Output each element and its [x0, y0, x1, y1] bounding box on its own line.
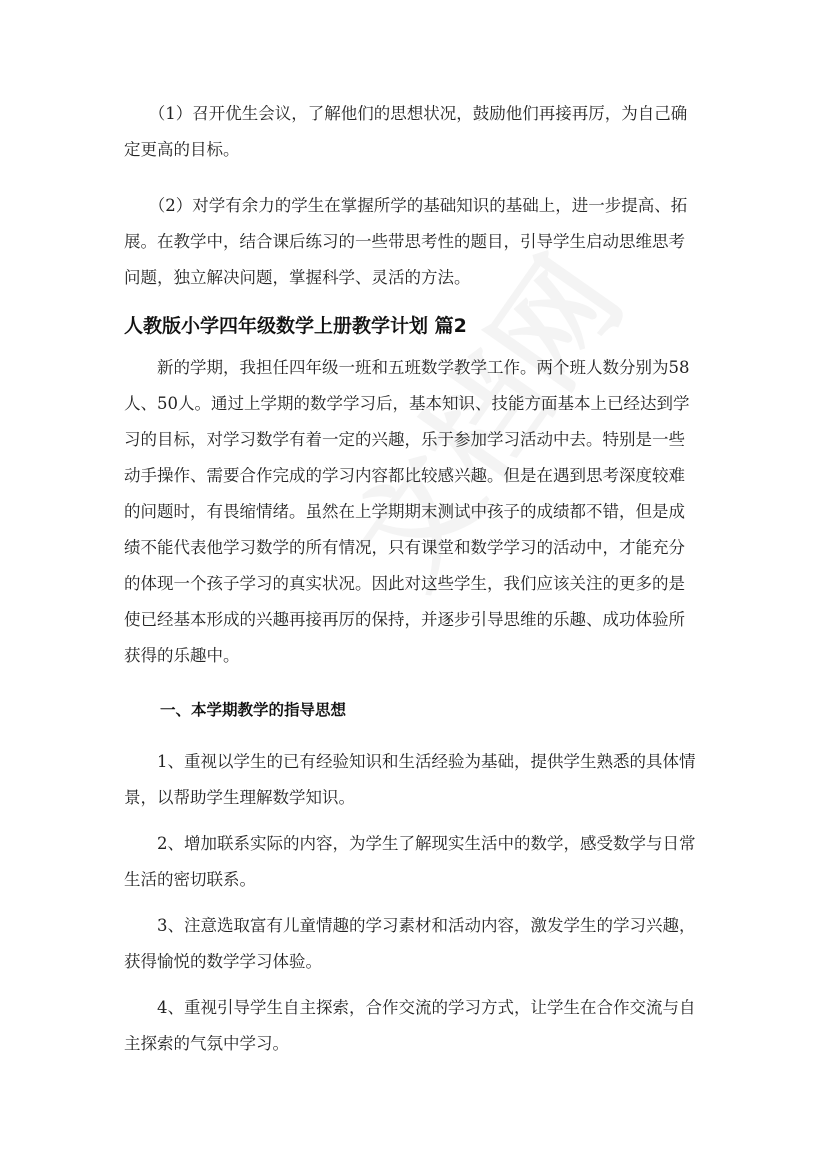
watermark: [273, 1090, 387, 1170]
text-line: 展。在教学中，结合课后练习的一些带思考性的题目，引导学生启动思维思考: [124, 232, 685, 251]
text-line: 的体现一个孩子学习的真实状况。因此对这些学生，我们应该关注的更多的是: [124, 574, 685, 593]
list-item: [124, 990, 714, 1062]
paragraph-2: [124, 188, 714, 296]
text-line: 动手操作、需要合作完成的学习内容都比较感兴趣。但是在遇到思考深度较难: [124, 466, 685, 485]
section-heading: 人教版小学四年级数学上册教学计划 篇2: [124, 315, 467, 337]
text-line: 定更高的目标。: [124, 140, 240, 159]
text-line: 绩不能代表他学习数学的所有情况，只有课堂和数学学习的活动中，才能充分: [124, 538, 685, 557]
subsection-heading: 一、本学期教学的指导思想: [160, 701, 347, 719]
text-line: 新的学期，我担任四年级一班和五班数学教学工作。两个班人数分别为58: [124, 358, 690, 377]
text-line: 人、50人。通过上学期的数学学习后，基本知识、技能方面基本上已经达到学: [124, 394, 690, 413]
text-line: 的问题时，有畏缩情绪。虽然在上学期期末测试中孩子的成绩都不错，但是成: [124, 502, 685, 521]
text-line: （1）召开优生会议，了解他们的思想状况，鼓励他们再接再厉，为自己确: [124, 104, 688, 123]
text-line: 问题，独立解决问题，掌握科学、灵活的方法。: [124, 268, 471, 287]
text-line: 3、注意选取富有儿童情趣的学习素材和活动内容，激发学生的学习兴趣，: [124, 916, 696, 935]
text-line: 生活的密切联系。: [124, 870, 256, 889]
list-item: [124, 908, 714, 980]
text-line: 4、重视引导学生自主探索，合作交流的学习方式，让学生在合作交流与自: [124, 998, 696, 1017]
section-body: [124, 350, 714, 674]
text-line: 景，以帮助学生理解数学知识。: [124, 788, 355, 807]
paragraph-1: [124, 96, 714, 168]
text-line: 主探索的气氛中学习。: [124, 1034, 289, 1053]
list-item: [124, 826, 714, 898]
text-line: 获得的乐趣中。: [124, 646, 240, 665]
text-line: 获得愉悦的数学学习体验。: [124, 952, 322, 971]
list-item: [124, 744, 714, 816]
text-line: 1、重视以学生的已有经验知识和生活经验为基础，提供学生熟悉的具体情: [124, 752, 696, 771]
document-page: [124, 96, 714, 1062]
text-line: 习的目标，对学习数学有着一定的兴趣，乐于参加学习活动中去。特别是一些: [124, 430, 685, 449]
text-line: 使已经基本形成的兴趣再接再厉的保持，并逐步引导思维的乐趣、成功体验所: [124, 610, 685, 629]
text-line: （2）对学有余力的学生在掌握所学的基础知识的基础上，进一步提高、拓: [124, 196, 688, 215]
text-line: 2、增加联系实际的内容，为学生了解现实生活中的数学，感受数学与日常: [124, 834, 696, 853]
